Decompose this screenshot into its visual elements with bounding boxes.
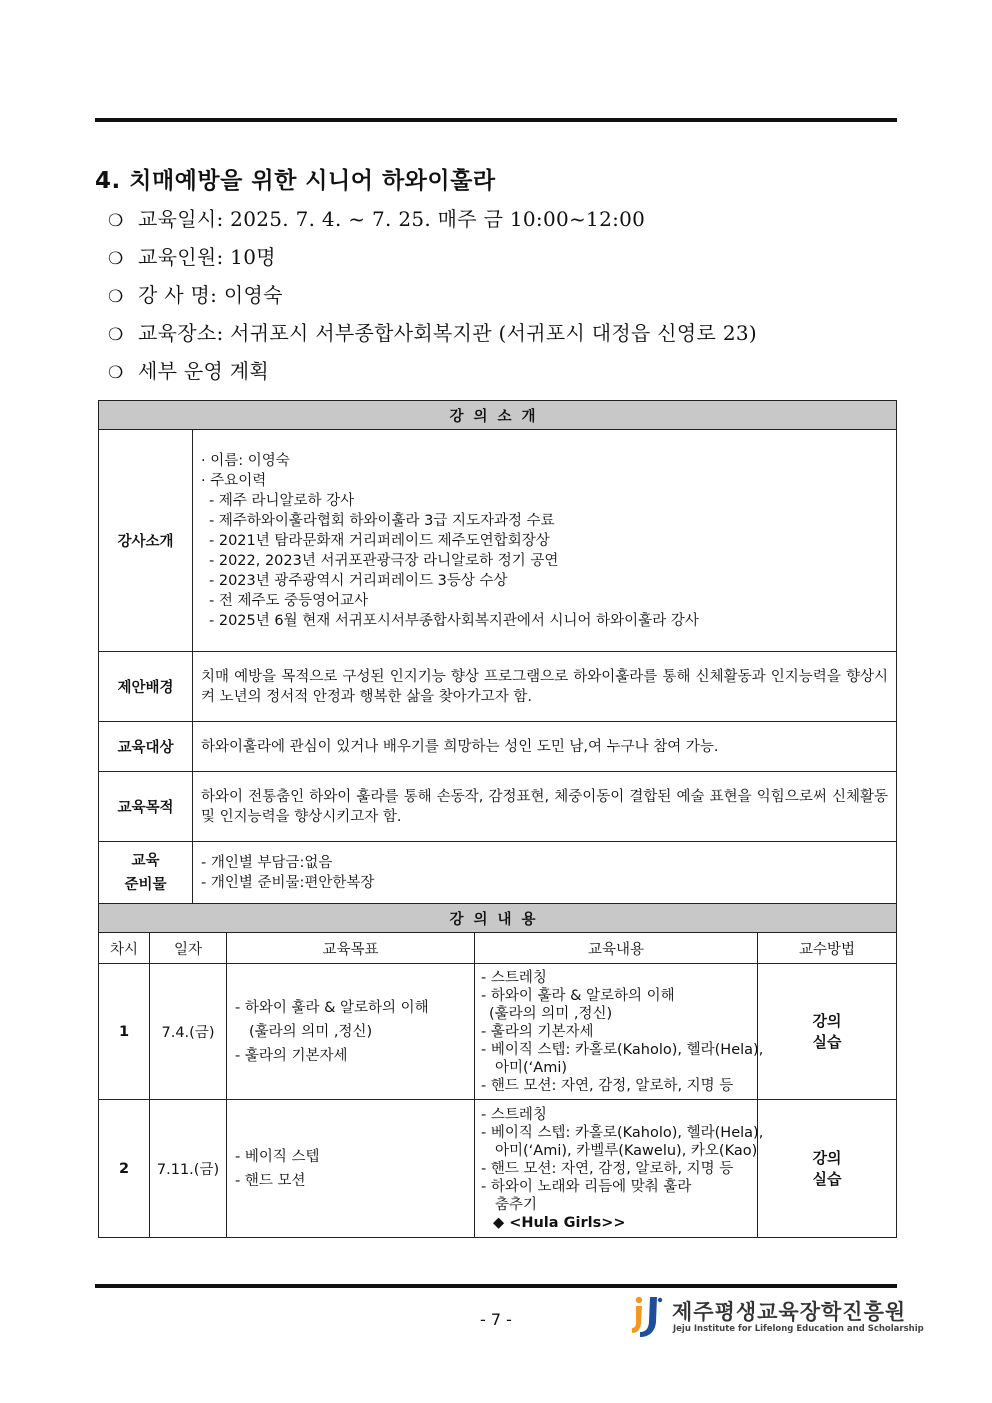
column-header-session: 차시 <box>99 933 150 964</box>
list-item-location: ❍ 교육장소: 서귀포시 서부종합사회복지관 (서귀포시 대정읍 신영로 23) <box>108 314 757 352</box>
course-plan-table <box>98 400 897 1238</box>
page-number: - 7 - <box>480 1310 512 1329</box>
session-goals: - 베이직 스텝 - 핸드 모션 <box>227 1100 475 1238</box>
circle-bullet-icon: ❍ <box>108 249 124 269</box>
background-label: 제안배경 <box>99 652 193 722</box>
table-row <box>99 1100 897 1238</box>
session-content: - 스트레칭 - 하와이 훌라 & 알로하의 이해 (훌라의 의미 ,정신) - 훌라의 기본자세 - 베이직 스텝: 카홀로(Kaholo), 헬라(Hela), 아미(‘Ami) - 핸드 모션: 자연, 감정, 알로하, 지명 등 <box>475 964 758 1100</box>
supplies-label: 교육 준비물 <box>99 842 193 904</box>
supplies-text: - 개인별 부담금:없음 - 개인별 준비물:편안한복장 <box>193 842 897 904</box>
org-name: 제주평생교육장학진흥원 <box>672 1300 907 1324</box>
list-item-instructor: ❍ 강 사 명: 이영숙 <box>108 276 757 314</box>
jeju-institute-logo-icon <box>626 1294 666 1338</box>
list-item-headcount: ❍ 교육인원: 10명 <box>108 238 757 276</box>
background-text: 치매 예방을 목적으로 구성된 인지기능 향상 프로그램으로 하와이훌라를 통해 신체활동과 인지능력을 향상시켜 노년의 정서적 안정과 행복한 삶을 찾아가고자 함. <box>193 652 897 722</box>
logo-dot-blue <box>658 1298 662 1302</box>
column-header-content: 교육내용 <box>475 933 758 964</box>
circle-bullet-icon: ❍ <box>108 287 124 307</box>
purpose-label: 교육목적 <box>99 772 193 842</box>
section-title: 4. 치매예방을 위한 시니어 하와이훌라 <box>95 168 496 194</box>
column-header-method: 교수방법 <box>758 933 897 964</box>
top-rule <box>95 118 897 122</box>
purpose-text: 하와이 전통춤인 하와이 훌라를 통해 손동작, 감정표현, 체중이동이 결합된 예술 표현을 익힘으로써 신체활동 및 인지능력을 향상시키고자 함. <box>193 772 897 842</box>
list-item-schedule: ❍ 교육일시: 2025. 7. 4. ~ 7. 25. 매주 금 10:00~12:00 <box>108 200 757 238</box>
session-number: 2 <box>99 1100 150 1238</box>
content-section-header: 강의내용 <box>99 904 897 933</box>
session-number: 1 <box>99 964 150 1100</box>
session-goals: - 하와이 훌라 & 알로하의 이해 (훌라의 의미 ,정신) - 훌라의 기본자세 <box>227 964 475 1100</box>
session-content: - 스트레칭 - 베이직 스텝: 카홀로(Kaholo), 헬라(Hela), 아미(‘Ami), 카벨루(Kawelu), 카오(Kao) - 핸드 모션: 자연, 감정, 알로하, 지명 등 - 하와이 노래와 리듬에 맞춰 훌라 춤추기 ◆ <Hula Girls>> <box>475 1100 758 1238</box>
circle-bullet-icon: ❍ <box>108 211 124 231</box>
bottom-rule <box>95 1284 897 1288</box>
circle-bullet-icon: ❍ <box>108 363 124 383</box>
circle-bullet-icon: ❍ <box>108 325 124 345</box>
overview-list <box>108 200 757 390</box>
session-date: 7.11.(금) <box>150 1100 227 1238</box>
intro-section-header: 강의소개 <box>99 401 897 430</box>
session-method: 강의 실습 <box>758 964 897 1100</box>
target-text: 하와이훌라에 관심이 있거나 배우기를 희망하는 성인 도민 남,여 누구나 참여 가능. <box>193 722 897 772</box>
session-method: 강의 실습 <box>758 1100 897 1238</box>
session-date: 7.4.(금) <box>150 964 227 1100</box>
logo-stroke-blue <box>640 1297 657 1337</box>
org-logo <box>626 1294 924 1338</box>
target-label: 교육대상 <box>99 722 193 772</box>
column-header-goal: 교육목표 <box>227 933 475 964</box>
org-name-english: Jeju Institute for Lifelong Education and Scholarship <box>673 1324 924 1334</box>
logo-stroke-orange <box>632 1306 642 1333</box>
table-row <box>99 964 897 1100</box>
instructor-details: · 이름: 이영숙 · 주요이력 - 제주 라니알로하 강사 - 제주하와이훌라협회 하와이훌라 3급 지도자과정 수료 - 2021년 탐라문화재 거리퍼레이드 제주도연합회장상 - 2022, 2023년 서귀포관광극장 라니알로하 정기 공연 - 2023년 광주광역시 거리퍼레이드 3등상 수상 - 전 제주도 중등영어교사 - 2025년 6월 현재 서귀포시서부종합사회복지관에서 시니어 하와이훌라 강사 <box>193 430 897 652</box>
instructor-label: 강사소개 <box>99 430 193 652</box>
logo-dot-orange <box>636 1297 642 1303</box>
column-header-date: 일자 <box>150 933 227 964</box>
list-item-plan: ❍ 세부 운영 계획 <box>108 352 757 390</box>
